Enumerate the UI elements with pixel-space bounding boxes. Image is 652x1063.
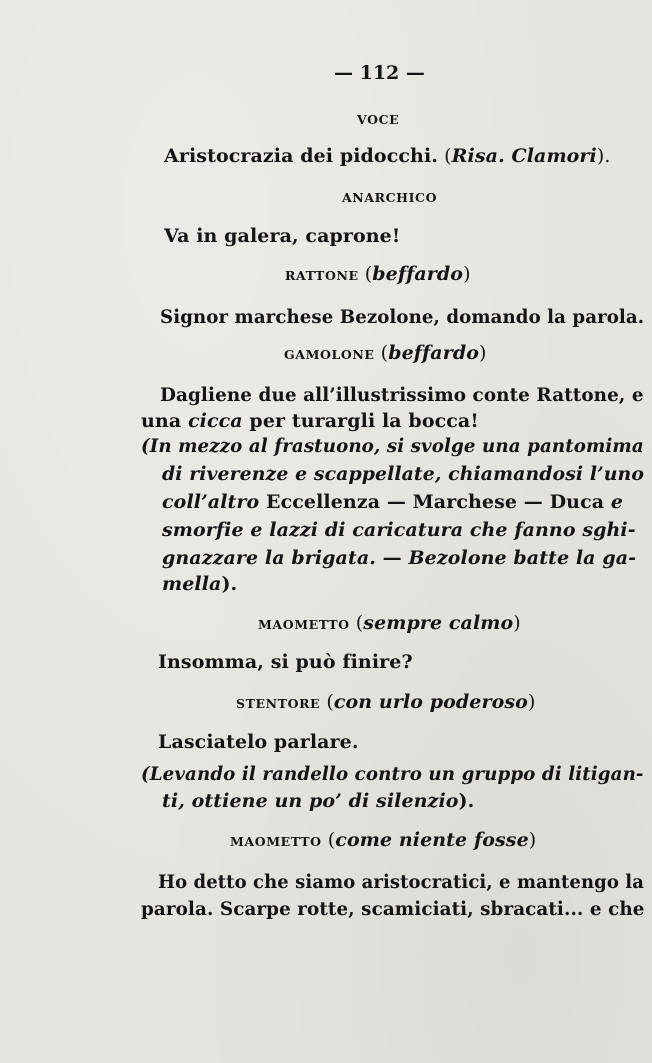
dialogue-stentore: Lasciatelo parlare. [158, 731, 359, 753]
stage-roman: ). [458, 790, 475, 812]
stage-direction-1-line-5 [162, 546, 636, 570]
speaker-stentore: STENTORE [236, 696, 321, 711]
stage-italic: e [604, 491, 624, 513]
stage-direction: con urlo poderoso [333, 691, 528, 713]
dialogue-maometto-2-1: Ho detto che siamo aristocratici, e mantengo la [158, 871, 644, 893]
paren-close: ). [596, 145, 611, 167]
stage-direction: beffardo [372, 263, 464, 285]
paren-close: ) [513, 612, 521, 634]
stage-italic: coll’altro [162, 491, 260, 513]
dialogue-rattone: Signor marchese Bezolone, domando la parola. [160, 306, 645, 328]
speaker-maometto: MAOMETTO [230, 834, 322, 849]
speaker-rattone: RATTONE [285, 268, 359, 283]
dialogue-gamolone-1: Dagliene due all’illustrissimo conte Rattone, e [160, 384, 644, 406]
dialogue-voce [164, 144, 611, 168]
paren-open: ( [364, 263, 373, 285]
stage-direction-2-line-1: (Levando il randello contro un gruppo di litigan- [141, 763, 644, 785]
paren-open: ( [326, 691, 334, 713]
dialogue-text: Aristocrazia dei pidocchi. [164, 145, 438, 167]
paren-close: ) [528, 829, 537, 851]
speaker-stentore-heading [236, 690, 535, 716]
speaker-maometto-1-heading [258, 611, 521, 637]
stage-italic: gnazzare la brigata. [162, 547, 376, 569]
speaker-gamolone: GAMOLONE [284, 347, 375, 362]
stage-direction: Risa. Clamori [451, 145, 597, 167]
paren-open: ( [327, 829, 336, 851]
stage-italic: mella [162, 573, 222, 595]
stage-direction-1-line-2: di riverenze e scappellate, chiamandosi l’uno [162, 463, 645, 485]
paren-close: ) [527, 691, 536, 713]
stage-direction-1-line-6 [162, 572, 237, 596]
stage-direction-2-line-2 [162, 789, 474, 813]
dialogue-gamolone-2 [141, 409, 479, 433]
page-number: — 112 — [334, 62, 425, 84]
paren-close: ) [463, 263, 471, 285]
speaker-anarchico: ANARCHICO [342, 190, 438, 205]
stage-roman: Eccellenza — Marchese — Duca [259, 491, 605, 513]
paren-open: ( [355, 612, 364, 634]
dialogue-maometto-1: Insomma, si può finire? [158, 651, 413, 673]
stage-roman: ). [221, 573, 238, 595]
speaker-gamolone-heading [284, 341, 487, 367]
speaker-maometto: MAOMETTO [258, 617, 350, 632]
speaker-rattone-heading [285, 262, 471, 288]
stage-direction-1-line-1: (In mezzo al frastuono, si svolge una pantomima [141, 435, 644, 457]
paren-close: ) [479, 342, 487, 364]
dialogue-text: per turargli la bocca! [242, 410, 479, 432]
stage-roman: — [375, 547, 409, 569]
stage-direction: beffardo [388, 342, 479, 364]
dialogue-italic: cicca [187, 410, 243, 432]
stage-direction-1-line-4: smorfie e lazzi di caricatura che fanno sghi- [162, 519, 636, 541]
paren-open: ( [380, 342, 389, 364]
speaker-maometto-2-heading [230, 828, 536, 854]
speaker-voce: VOCE [357, 112, 400, 127]
dialogue-maometto-2-2: parola. Scarpe rotte, scamiciati, sbracati... e che [141, 898, 645, 920]
stage-direction: sempre calmo [363, 612, 514, 634]
paren-open: ( [444, 145, 452, 167]
dialogue-text: una [141, 410, 188, 432]
stage-italic: ti, ottiene un po’ di silenzio [162, 790, 459, 812]
stage-direction-1-line-3 [162, 490, 623, 514]
dialogue-anarchico: Va in galera, caprone! [164, 225, 401, 247]
stage-direction: come niente fosse [335, 829, 529, 851]
stage-italic: Bezolone batte la ga- [408, 547, 637, 569]
